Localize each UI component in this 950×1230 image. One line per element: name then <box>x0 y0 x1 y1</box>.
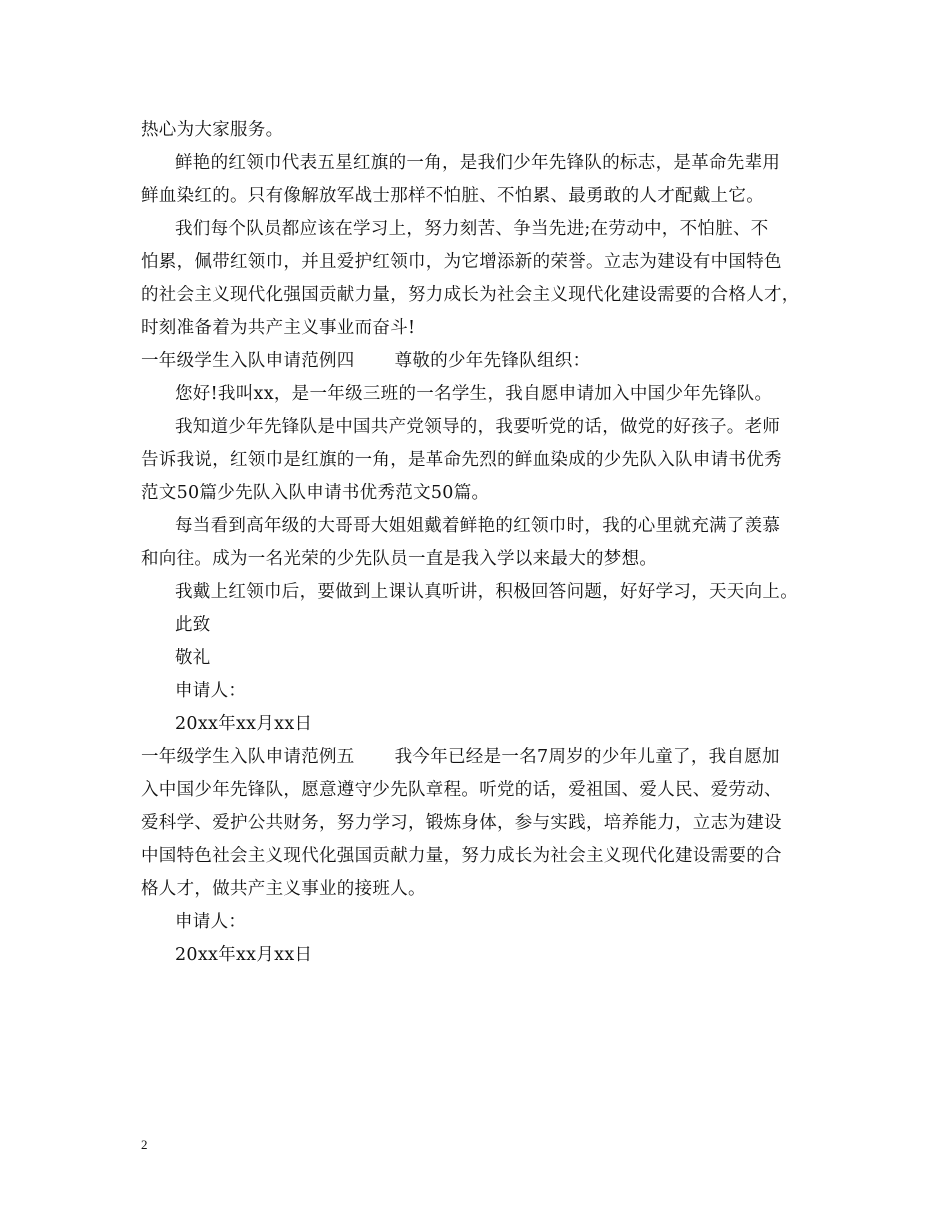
line-text: 敬礼 <box>175 648 211 668</box>
text-line <box>141 510 831 543</box>
line-text: 格人才，做共产主义事业的接班人。 <box>141 879 426 899</box>
text-line <box>141 114 831 147</box>
line-text: 20xx年xx月xx日 <box>175 945 313 965</box>
line-tail-text: 我今年已经是一名7周岁的少年儿童了，我自愿加 <box>394 747 780 767</box>
text-line <box>141 378 831 411</box>
line-text: 我知道少年先锋队是中国共产党领导的，我要听党的话，做党的好孩子。老师 <box>175 417 781 437</box>
line-text: 我们每个队员都应该在学习上，努力刻苦、争当先进;在劳动中，不怕脏、不 <box>175 219 769 239</box>
line-text: 鲜血染红的。只有像解放军战士那样不怕脏、不怕累、最勇敢的人才配戴上它。 <box>141 186 764 206</box>
text-line <box>141 312 831 345</box>
line-text: 爱科学、爱护公共财务，努力学习，锻炼身体，参与实践，培养能力，立志为建设 <box>141 813 782 833</box>
text-line <box>141 939 831 972</box>
page-number: 2 <box>141 1137 148 1152</box>
text-line <box>141 576 831 609</box>
text-line <box>141 873 831 906</box>
text-line <box>141 708 831 741</box>
line-text: 申请人： <box>175 912 247 932</box>
line-text: 此致 <box>175 615 211 635</box>
line-text: 中国特色社会主义现代化强国贡献力量，努力成长为社会主义现代化建设需要的合 <box>141 846 782 866</box>
text-line <box>141 477 831 510</box>
line-text: 20xx年xx月xx日 <box>175 714 313 734</box>
line-text: 一年级学生入队申请范例四 <box>141 351 355 371</box>
text-line <box>141 444 831 477</box>
line-text: 时刻准备着为共产主义事业而奋斗! <box>141 318 416 338</box>
document-page <box>141 114 831 972</box>
text-line <box>141 345 831 378</box>
line-text: 一年级学生入队申请范例五 <box>141 747 355 767</box>
text-line <box>141 411 831 444</box>
text-line <box>141 840 831 873</box>
line-text: 怕累，佩带红领巾，并且爱护红领巾，为它增添新的荣誉。立志为建设有中国特色 <box>141 252 782 272</box>
text-line <box>141 180 831 213</box>
text-line <box>141 906 831 939</box>
text-line <box>141 642 831 675</box>
line-text: 我戴上红领巾后，要做到上课认真听讲，积极回答问题，好好学习，天天向上。 <box>175 582 798 602</box>
line-text: 每当看到高年级的大哥哥大姐姐戴着鲜艳的红领巾时，我的心里就充满了羡慕 <box>175 516 781 536</box>
text-line <box>141 246 831 279</box>
text-line <box>141 741 831 774</box>
line-text: 鲜艳的红领巾代表五星红旗的一角，是我们少年先锋队的标志，是革命先辈用 <box>175 153 781 173</box>
line-text: 入中国少年先锋队，愿意遵守少先队章程。听党的话，爱祖国、爱人民、爱劳动、 <box>141 780 782 800</box>
line-text: 的社会主义现代化强国贡献力量，努力成长为社会主义现代化建设需要的合格人才， <box>141 285 800 305</box>
line-text: 您好!我叫xx，是一年级三班的一名学生，我自愿申请加入中国少年先锋队。 <box>175 384 773 404</box>
line-text: 和向往。成为一名光荣的少先队员一直是我入学以来最大的梦想。 <box>141 549 658 569</box>
text-line <box>141 543 831 576</box>
line-text: 热心为大家服务。 <box>141 120 284 140</box>
text-line <box>141 774 831 807</box>
line-text: 申请人： <box>175 681 247 701</box>
line-text: 范文50篇少先队入队申请书优秀范文50篇。 <box>141 483 490 503</box>
text-line <box>141 279 831 312</box>
text-line <box>141 213 831 246</box>
line-text: 告诉我说，红领巾是红旗的一角，是革命先烈的鲜血染成的少先队入队申请书优秀 <box>141 450 782 470</box>
text-line <box>141 609 831 642</box>
text-line <box>141 147 831 180</box>
line-tail-text: 尊敬的少年先锋队组织： <box>394 351 591 371</box>
text-line <box>141 675 831 708</box>
text-line <box>141 807 831 840</box>
